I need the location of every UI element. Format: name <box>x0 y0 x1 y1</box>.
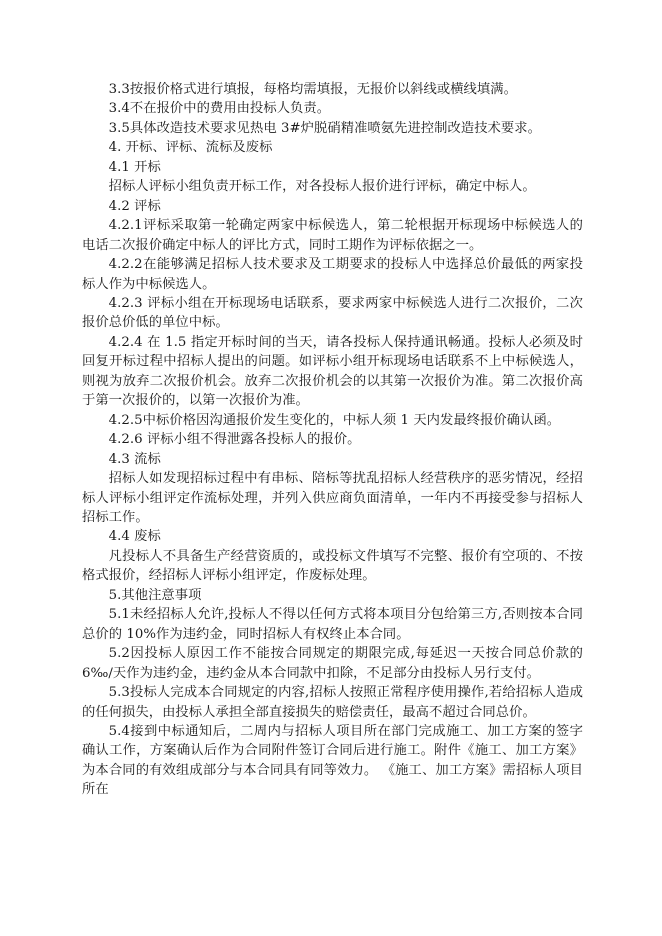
clause-3-3: 3.3按报价格式进行填报，每格均需填报，无报价以斜线或横线填满。 <box>108 82 517 97</box>
section-4-2-heading: 4.2 评标 <box>108 198 161 214</box>
clause-3-5: 3.5具体改造技术要求见热电 3#炉脱硝精准喷氨先进控制改造技术要求。 <box>108 120 541 136</box>
section-4-4-body: 凡投标人不具备生产经营资质的，或投标文件填写不完整、报价有空项的、不按格式报价，经招标人评标小组评定，作废标处理。 <box>82 548 583 584</box>
clause-4-2-5: 4.2.5中标价格因沟通报价发生变化的，中标人须 1 天内发最终报价确认函。 <box>108 412 561 428</box>
clause-4-2-6: 4.2.6 评标小组不得泄露各投标人的报价。 <box>108 432 361 448</box>
clause-4-2-3: 4.2.3 评标小组在开标现场电话联系，要求两家中标候选人进行二次报价，二次报价总价低的单位中标。 <box>82 295 583 331</box>
clause-5-3: 5.3投标人完成本合同规定的内容,招标人按照正常程序使用操作,若给招标人造成的任何损失，由投标人承担全部直接损失的赔偿责任，最高不超过合同总价。 <box>82 685 583 720</box>
clause-5-2: 5.2因投标人原因工作不能按合同规定的期限完成,每延迟一天按合同总价款的6‰/天作为违约金，违约金从本合同款中扣除，不足部分由投标人另行支付。 <box>82 646 583 681</box>
section-4-heading: 4. 开标、评标、流标及废标 <box>108 140 273 156</box>
clause-4-2-2: 4.2.2在能够满足招标人技术要求及工期要求的投标人中选择总价最低的两家投标人作为中标候选人。 <box>82 257 583 292</box>
clause-5-1: 5.1未经招标人允许,投标人不得以任何方式将本项目分包给第三方,否则按本合同总价的 10%作为违约金，同时招标人有权终止本合同。 <box>82 607 583 642</box>
section-4-4-heading: 4.4 废标 <box>108 529 161 545</box>
section-5-heading: 5.其他注意事项 <box>108 587 202 603</box>
section-4-1-body: 招标人评标小组负责开标工作，对各投标人报价进行评标，确定中标人。 <box>108 179 536 195</box>
clause-4-2-4: 4.2.4 在 1.5 指定开标时间的当天，请各投标人保持通讯畅通。投标人必须及时回复开标过程中招标人提出的问题。如评标小组开标现场电话联系不上中标候选人，则视为放弃二次报价机会。放弃二次报价机会的以其第一次报价为准。第二次报价高于第一次报价的，以第一次报价为准。 <box>82 334 583 409</box>
document-page <box>82 80 583 800</box>
clause-4-2-1: 4.2.1评标采取第一轮确定两家中标候选人，第二轮根据开标现场中标候选人的电话二次报价确定中标人的评比方式，同时工期作为评标依据之一。 <box>82 218 583 253</box>
clause-5-4: 5.4接到中标通知后，二周内与招标人项目所在部门完成施工、加工方案的签字确认工作，方案确认后作为合同附件签订合同后进行施工。附件《施工、加工方案》为本合同的有效组成部分与本合同具有同等效力。 《施工、加工方案》需招标人项目所在 <box>82 723 583 798</box>
section-4-3-heading: 4.3 流标 <box>108 451 161 467</box>
clause-3-4: 3.4不在报价中的费用由投标人负责。 <box>108 101 331 117</box>
section-4-1-heading: 4.1 开标 <box>108 159 161 175</box>
section-4-3-body: 招标人如发现招标过程中有串标、陪标等扰乱招标人经营秩序的恶劣情况，经招标人评标小组评定作流标处理，并列入供应商负面清单，一年内不再接受参与招标人招标工作。 <box>82 471 583 525</box>
